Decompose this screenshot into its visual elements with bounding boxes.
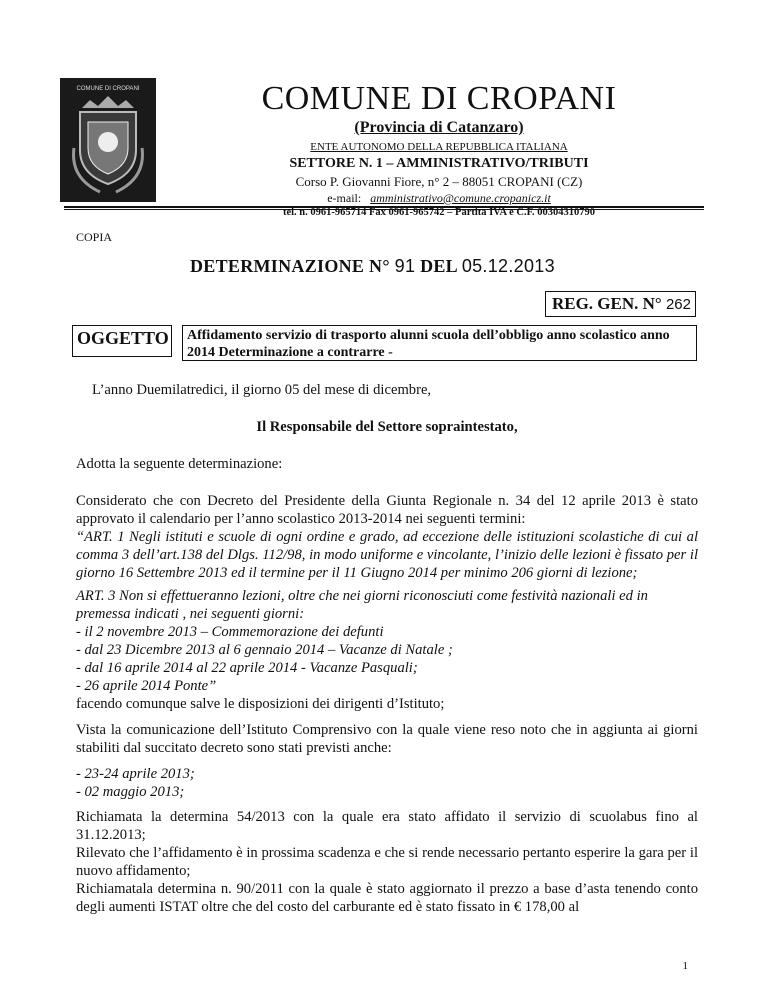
email-line bbox=[170, 190, 708, 206]
determination-label: DETERMINAZIONE N° bbox=[190, 256, 390, 276]
email-link[interactable]: amministrativo@comune.cropanicz.it bbox=[370, 191, 551, 205]
letterhead bbox=[170, 80, 708, 220]
header-divider-thin bbox=[64, 209, 704, 210]
extra-day-item: - 23-24 aprile 2013; bbox=[76, 766, 195, 782]
header-divider bbox=[64, 206, 704, 208]
art3-item: - il 2 novembre 2013 – Commemorazione dei defunti bbox=[76, 624, 384, 640]
responsabile-heading: Il Responsabile del Settore sopraintestato, bbox=[256, 419, 518, 435]
determination-number: 91 bbox=[394, 256, 416, 276]
tel-line: tel. n. 0961-965714 Fax 0961-965742 – Partita IVA e C.F. 00304310790 bbox=[282, 207, 596, 218]
municipality-title: COMUNE DI CROPANI bbox=[261, 80, 617, 117]
reg-gen-number: 262 bbox=[665, 296, 691, 313]
art3-item: - 26 aprile 2014 Ponte” bbox=[76, 678, 217, 694]
email-label: e-mail: bbox=[327, 191, 362, 205]
art3-paragraph bbox=[76, 587, 698, 695]
art1-paragraph: “ART. 1 Negli istituti e scuole di ogni ordine e grado, ad eccezione delle istituzioni scolastiche di cui al comma 3 dell’art.138 del Dlgs. 112/98, in modo uniforme e vincolante, l’inizio delle lezioni è fissato per il giorno 16 Settembre 2013 ed il termine per il 11 Giugno 2014 per minimo 206 giorni di lezione; bbox=[76, 529, 698, 581]
address-line: Corso P. Giovanni Fiore, n° 2 – 88051 CROPANI (CZ) bbox=[295, 174, 583, 189]
settore-line: SETTORE N. 1 – AMMINISTRATIVO/TRIBUTI bbox=[289, 156, 589, 171]
facendo-line: facendo comunque salve le disposizioni dei dirigenti d’Istituto; bbox=[76, 696, 445, 712]
copia-label: COPIA bbox=[76, 230, 113, 244]
considerato-paragraph: Considerato che con Decreto del Presidente della Giunta Regionale n. 34 del 12 aprile 2013 è stato approvato il calendario per l’anno scolastico 2013-2014 nei seguenti termini: bbox=[76, 493, 698, 527]
crest-caption: COMUNE DI CROPANI bbox=[76, 86, 140, 92]
intro-paragraph: L’anno Duemilatredici, il giorno 05 del mese di dicembre, bbox=[92, 382, 432, 398]
vista-paragraph: Vista la comunicazione dell’Istituto Comprensivo con la quale viene reso noto che in aggiunta ai giorni stabiliti dal succitato decreto sono stati previsti anche: bbox=[76, 722, 698, 756]
determination-del: DEL bbox=[420, 256, 457, 276]
extra-days-list bbox=[76, 765, 698, 801]
page-number: 1 bbox=[682, 960, 688, 972]
reg-gen-label: REG. GEN. N° bbox=[551, 294, 662, 313]
oggetto-text: Affidamento servizio di trasporto alunni scuola dell’obbligo anno scolastico anno 2014 Determinazione a contrarre - bbox=[182, 325, 697, 361]
adotta-line: Adotta la seguente determinazione: bbox=[76, 456, 283, 472]
art3-item: - dal 23 Dicembre 2013 al 6 gennaio 2014 – Vacanze di Natale ; bbox=[76, 642, 453, 658]
determination-date: 05.12.2013 bbox=[461, 256, 555, 276]
richiamata-paragraph: Richiamata la determina 54/2013 con la quale era stato affidato il servizio di scuolabus fino al 31.12.2013; bbox=[76, 809, 698, 843]
extra-day-item: - 02 maggio 2013; bbox=[76, 784, 185, 800]
province: (Provincia di Catanzaro) bbox=[354, 119, 524, 136]
determination-heading bbox=[190, 256, 555, 277]
rilevato-paragraph: Rilevato che l’affidamento è in prossima scadenza e che si rende necessario pertanto esperire la gara per il nuovo affidamento; bbox=[76, 845, 698, 879]
oggetto-label: OGGETTO bbox=[72, 325, 172, 357]
reg-gen-box bbox=[545, 291, 696, 317]
ente-line: ENTE AUTONOMO DELLA REPUBBLICA ITALIANA bbox=[310, 141, 568, 153]
art3-intro: ART. 3 Non si effettueranno lezioni, oltre che nei giorni riconosciuti come festività nazionali ed in premessa indicati , nei seguenti giorni: bbox=[76, 588, 648, 622]
richiamatala-paragraph: Richiamatala determina n. 90/2011 con la quale è stato aggiornato il prezzo a base d’asta tenendo conto degli aumenti ISTAT oltre che del costo del carburante ed è stato fissato in € 178,00 al bbox=[76, 881, 698, 915]
art3-item: - dal 16 aprile 2014 al 22 aprile 2014 - Vacanze Pasquali; bbox=[76, 660, 418, 676]
municipal-crest bbox=[60, 78, 156, 202]
